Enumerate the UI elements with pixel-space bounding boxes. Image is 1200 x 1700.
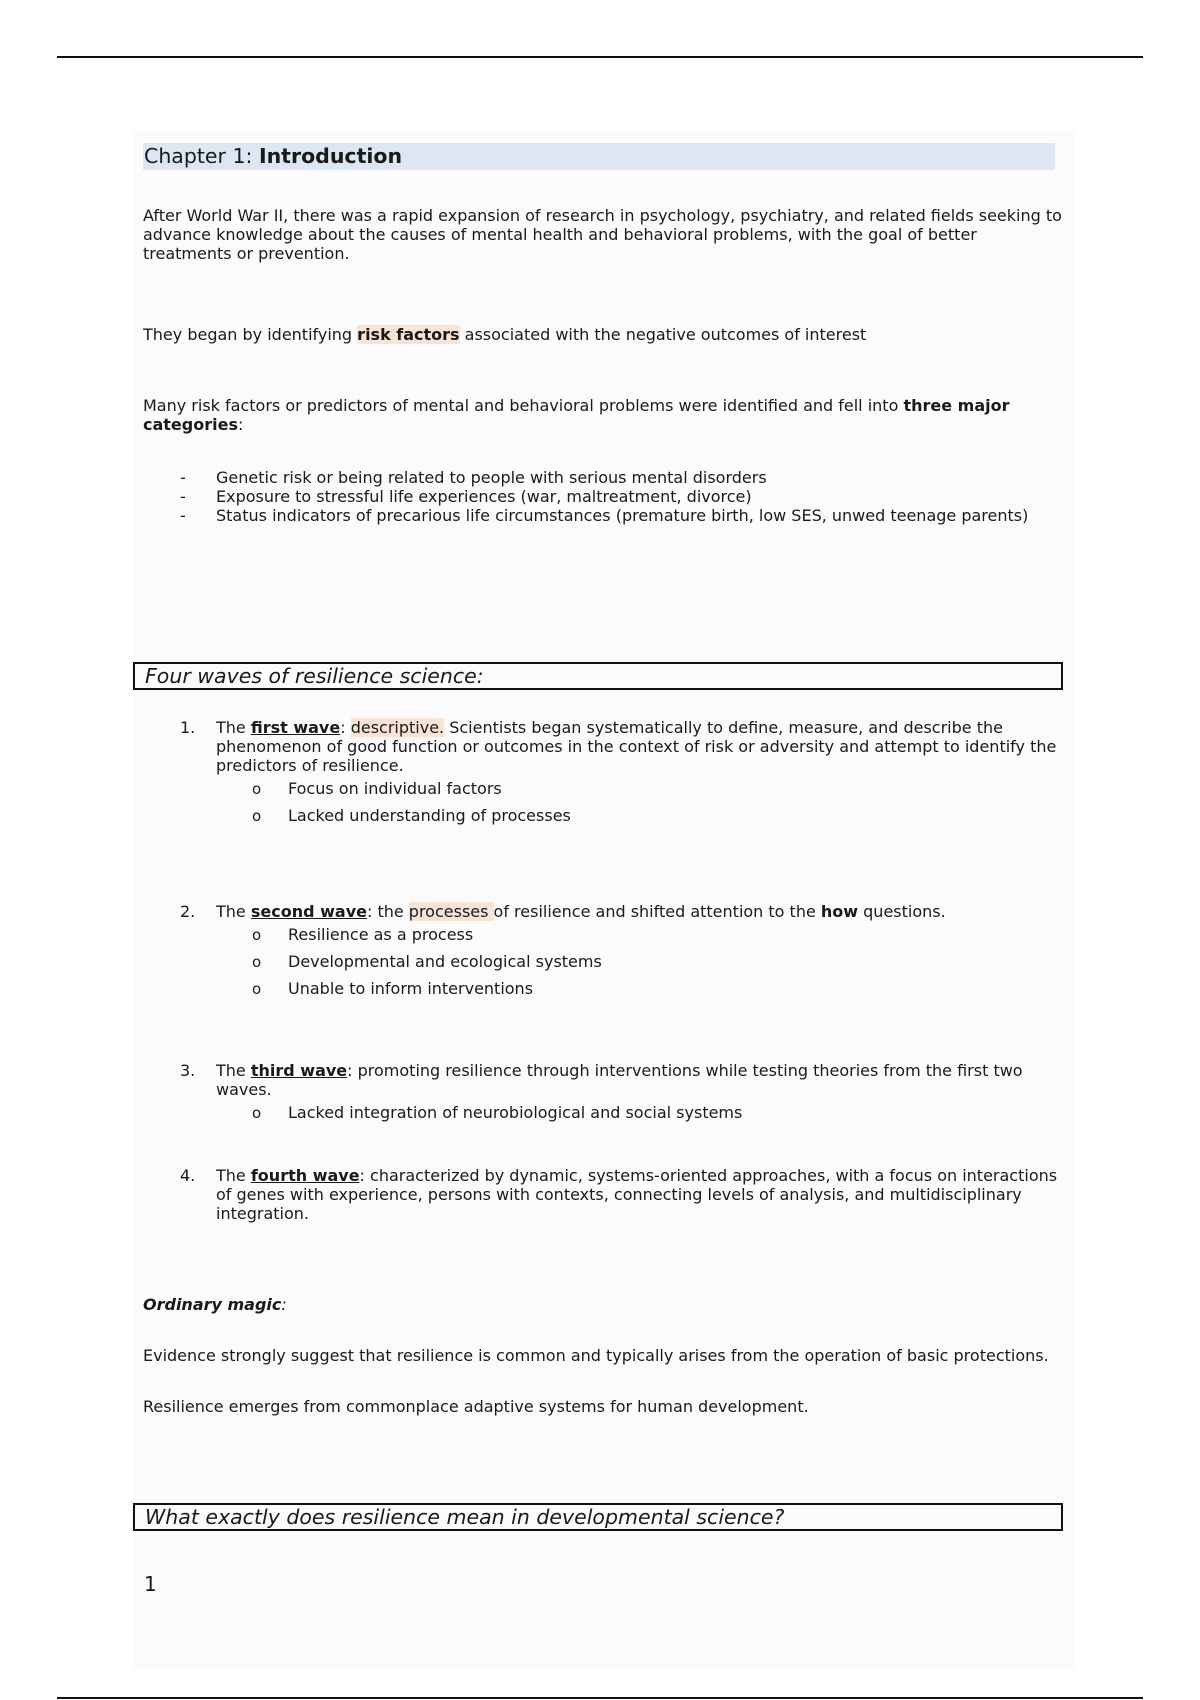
paragraph-adaptive-systems: Resilience emerges from commonplace adaptive systems for human development.: [143, 1397, 809, 1416]
risk-category-list: [180, 468, 1080, 525]
list-item: o Resilience as a process: [252, 925, 474, 944]
risk-factors-highlight: risk factors: [357, 325, 460, 344]
wave-name: fourth wave: [250, 1166, 360, 1185]
chapter-title: Introduction: [258, 144, 403, 168]
list-item: - Status indicators of precarious life circumstances (premature birth, low SES, unwed teenage parents): [180, 506, 1029, 525]
wave-item-1: 1. The first wave: descriptive. Scientists began systematically to define, measure, and describe the phenomenon of good function or outcomes in the context of risk or adversity and attempt to identify the predictors of resilience. o Focus on individual factors o Lacked understanding of processes: [180, 718, 1060, 829]
list-item: - Exposure to stressful life experiences (war, maltreatment, divorce): [180, 487, 752, 506]
list-item: o Focus on individual factors: [252, 779, 502, 798]
three-categories-bold: three major categories: [143, 396, 1010, 434]
paragraph-evidence: Evidence strongly suggest that resilience is common and typically arises from the operation of basic protections.: [143, 1346, 1049, 1365]
chapter-heading: Chapter 1: Introduction: [144, 144, 403, 168]
paragraph-categories: Many risk factors or predictors of mental and behavioral problems were identified and fell into three major categories:: [143, 396, 1010, 434]
page-number: 1: [144, 1572, 157, 1596]
page-background: [134, 130, 1074, 1670]
wave-item-2: 2. The second wave: the processes of resilience and shifted attention to the how questions. o Resilience as a process o Developmental and ecological systems o Unable to inform interventions: [180, 902, 1060, 1002]
box-resilience-question: What exactly does resilience mean in developmental science?: [133, 1503, 1063, 1531]
list-item: o Unable to inform interventions: [252, 979, 534, 998]
ordinary-magic-heading: Ordinary magic:: [143, 1295, 287, 1314]
wave-name: third wave: [250, 1061, 348, 1080]
header-rule: [57, 56, 1143, 58]
wave-item-4: 4. The fourth wave: characterized by dynamic, systems-oriented approaches, with a focus on interactions of genes with experience, persons with contexts, connecting levels of analysis, and multidisciplinary integration.: [180, 1166, 1058, 1223]
list-item: o Developmental and ecological systems: [252, 952, 602, 971]
list-item: - Genetic risk or being related to people with serious mental disorders: [180, 468, 767, 487]
footer-rule: [57, 1697, 1143, 1699]
list-item: o Lacked integration of neurobiological and social systems: [252, 1103, 743, 1122]
list-item: o Lacked understanding of processes: [252, 806, 571, 825]
wave-item-3: 3. The third wave: promoting resilience through interventions while testing theories from the first two waves. o Lacked integration of neurobiological and social systems: [180, 1061, 1060, 1126]
box-four-waves: Four waves of resilience science:: [133, 662, 1063, 690]
paragraph-intro: After World War II, there was a rapid expansion of research in psychology, psychiatry, and related fields seeking to advance knowledge about the causes of mental health and behavioral problems, with the goal of better treatments or prevention.: [143, 206, 1062, 263]
wave-name: second wave: [250, 902, 367, 921]
paragraph-risk-factors: They began by identifying risk factors associated with the negative outcomes of interest: [143, 325, 867, 344]
wave-name: first wave: [250, 718, 341, 737]
